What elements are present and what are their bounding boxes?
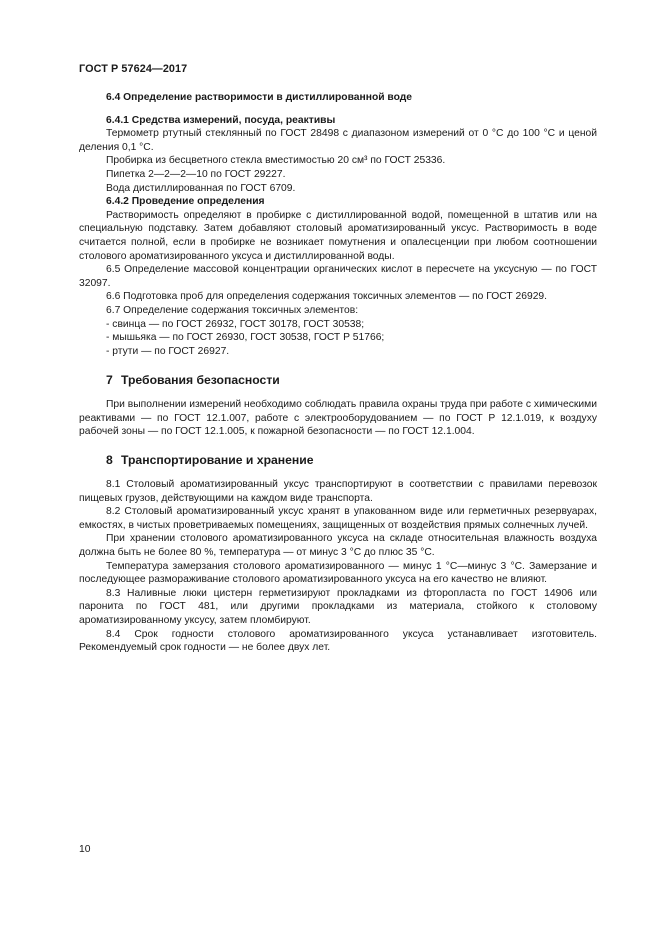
page-content [79,91,597,655]
para-6-4-1-tube: Пробирка из бесцветного стекла вместимостью 20 см³ по ГОСТ 25336. [106,155,446,167]
para-6-4-1-water: Вода дистиллированная по ГОСТ 6709. [106,182,296,194]
heading-6-4-1: 6.4.1 Средства измерений, посуда, реактивы [106,114,336,126]
para-6-4-1-pipette: Пипетка 2—2—2—10 по ГОСТ 29227. [106,168,286,180]
para-8-4: 8.4 Срок годности столового ароматизированного уксуса устанавливает изготовитель. Рекомендуемый срок годности — не более двух лет. [79,628,597,654]
list-item: - свинца — по ГОСТ 26932, ГОСТ 30178, ГОСТ 30538; [106,318,365,330]
para-8-2-humidity: При хранении столового ароматизированного уксуса на складе относительная влажность воздуха должна быть не более 80 %, температура — от минус 3 °С до плюс 35 °С. [79,533,597,559]
list-item: - мышьяка — по ГОСТ 26930, ГОСТ 30538, ГОСТ Р 51766; [106,332,385,344]
para-6-4-1-thermometer: Термометр ртутный стеклянный по ГОСТ 28498 с диапазоном измерений от 0 °С до 100 °С и ценой деления 0,1 °С. [79,128,597,153]
page-number: 10 [79,844,91,855]
para-6-5: 6.5 Определение массовой концентрации органических кислот в пересчете на уксусную — по ГОСТ 32097. [79,264,597,289]
section-7-title: Требования безопасности [121,373,280,388]
section-7-heading [79,372,597,388]
section-8-title: Транспортирование и хранение [121,453,314,468]
section-7-number: 7 [106,373,113,388]
heading-6-4-2: 6.4.2 Проведение определения [106,196,265,208]
para-8-2: 8.2 Столовый ароматизированный уксус хранят в упакованном виде или герметичных резервуарах, емкостях, в чистых проветриваемых помещениях, защищенных от воздействия прямых солнечных лучей. [79,506,597,531]
para-6-6: 6.6 Подготовка проб для определения содержания токсичных элементов — по ГОСТ 26929. [106,291,548,303]
standard-header: ГОСТ Р 57624—2017 [79,63,188,75]
para-8-1: 8.1 Столовый ароматизированный уксус транспортируют в соответствии с правилами перевозок пищевых грузов, действующими на каждом виде транспорта. [79,479,597,504]
section-8-number: 8 [106,453,113,468]
para-6-4-2: Растворимость определяют в пробирке с дистиллированной водой, помещенной в штатив или на специальную подставку. Затем добавляют столовый ароматизированный уксус. Растворимость в воде считается полной, если в пробирке не возникает помутнения и опалесценции при любом соотношении столового ароматизированного уксуса и дистиллированной воды. [79,209,597,262]
section-8-heading [79,452,597,468]
para-7: При выполнении измерений необходимо соблюдать правила охраны труда при работе с химическими реактивами — по ГОСТ 12.1.007, работе с электрооборудованием — по ГОСТ Р 12.1.019, к воздуху рабочей зоны — по ГОСТ 12.1.005, к пожарной безопасности — по ГОСТ 12.1.004. [79,399,597,438]
para-8-3: 8.3 Наливные люки цистерн герметизируют прокладками из фторопласта по ГОСТ 14906 или паронита по ГОСТ 481, или другими прокладками из материала, стойкого к столовому ароматизированному уксусу, затем пломбируют. [79,587,597,626]
list-item: - ртути — по ГОСТ 26927. [106,345,230,357]
para-6-7: 6.7 Определение содержания токсичных элементов: [106,304,359,316]
para-8-2-freezing: Температура замерзания столового ароматизированного — минус 1 °С—минус 3 °С. Замерзание и последующее размораживание столового ароматизированного уксуса на его качество не влияют. [79,560,597,586]
heading-6-4: 6.4 Определение растворимости в дистиллированной воде [106,92,413,103]
